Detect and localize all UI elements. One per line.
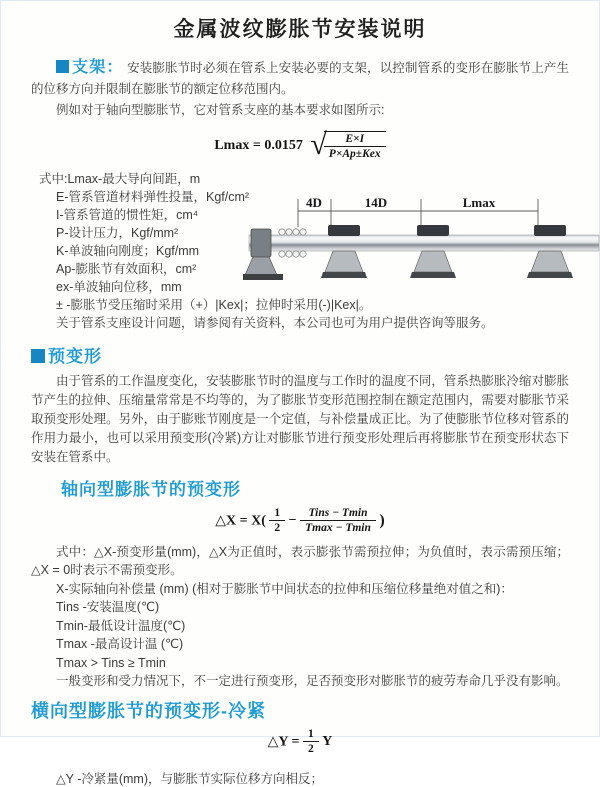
lateral-predeform-heading: 横向型膨胀节的预变形-冷紧	[31, 700, 266, 721]
section-square-icon	[56, 60, 69, 73]
dimension-label-4d: 4D	[306, 195, 322, 210]
predeform-body-text: 由于管系的工作温度变化，安装膨胀节时的温度与工作时的温度不同，管系热膨胀冷缩对膨胀节产生的拉伸、压缩量常常是不均等的，为了膨胀节变形范围控制在额定范围内，需要对膨胀节采取预变形处理。另外，由于膨账节刚度是一个定值，与补偿量成正比。为了使膨胀节位移对管系的作用力最小，也可以采用预变形(冷紧)方让对膨胀节进行预变形处理后再将膨胀节在预变形状态下安装在管系中。	[31, 374, 569, 464]
close-paren: )	[379, 511, 385, 529]
lateral-formula-lhs: △Y =	[267, 734, 300, 750]
radical-sign: √	[310, 128, 327, 161]
lmax-formula	[1, 129, 599, 163]
support-section-heading: 支架：	[72, 59, 124, 76]
temp-numerator: Tins − Tmin	[300, 506, 376, 521]
lmax-formula-numerator: E×I	[324, 132, 386, 147]
temp-denominator: Tmax − Tmin	[305, 522, 371, 535]
axial-formula-lhs: △X = X(	[215, 513, 266, 529]
page-title: 金属波纹膨胀节安装说明	[173, 18, 427, 41]
symbol-definitions	[39, 170, 599, 332]
note-line: Tmax > Tins ≥ Tmin	[56, 655, 166, 670]
axial-predeform-heading: 轴向型膨胀节的预变形	[61, 480, 241, 499]
note-line: Tmax -最高设计温 (℃)	[56, 637, 184, 652]
definition-line: Ap-膨胀节有效面积，cm²	[56, 262, 197, 276]
note-line: X-实际轴向补偿量 (mm) (相对于膨胀节中间状态的拉伸和压缩位移量绝对值之和)：	[56, 581, 513, 596]
lmax-formula-denominator: P×Ap±Kex	[328, 148, 381, 160]
dimension-label-lmax: Lmax	[462, 195, 496, 210]
minus-sign: −	[288, 512, 297, 528]
axial-formula	[1, 506, 599, 536]
definition-line: 式中:Lmax-最大导向间距，m	[39, 172, 201, 186]
support-paragraph	[31, 57, 569, 100]
half-denominator: 2	[307, 743, 314, 756]
predeform-section-heading	[31, 342, 599, 367]
note-line: Tmin-最低设计温度(℃)	[56, 618, 186, 633]
definition-line: ex-单波轴向位移，mm	[56, 280, 182, 294]
support-example-text: 例如对于轴向型膨胀节，它对管系支座的基本要求如图所示:	[56, 103, 385, 117]
lateral-formula-half	[303, 727, 319, 757]
half-numerator: 1	[269, 506, 285, 521]
axial-notes	[1, 543, 599, 691]
lateral-formula-rhs: Y	[322, 733, 333, 749]
definition-line: P-设计压力，Kgf/mm²	[56, 226, 179, 240]
support-intro-text: 安装膨胀节时必须在管系上安装必要的支架，以控制管系的变形在膨胀节上产生的位移方向并限制在膨胀节的额定位移范围内。	[31, 61, 569, 96]
definition-line: 关于管系支座设计问题，请参阅有关资料，本公司也可为用户提供咨询等服务。	[56, 316, 494, 330]
note-line: Tins -安装温度(℃)	[56, 600, 160, 615]
note-line: 式中：△X-预变形量(mm)，△X为正值时，表示膨张节需预拉伸；为负值时，表示需预压缩；△X = 0时表示不需预变形。	[31, 544, 569, 578]
lmax-formula-lhs: Lmax = 0.0157	[214, 138, 303, 153]
lateral-formula	[1, 727, 599, 757]
note-line: 一般变形和受力情况下，不一定进行预变形，足否预变形对膨胀节的疲劳寿命几乎没有影响。	[56, 674, 569, 689]
definition-line: E-管系管道材料弹性投量，Kgf/cm²	[56, 190, 250, 204]
definition-line: I-管系管道的惯性矩，cm⁴	[56, 208, 199, 222]
axial-formula-half	[269, 506, 285, 536]
section-square-icon	[31, 349, 45, 363]
lateral-note-text: △Y -冷紧量(mm)，与膨胀节实际位移方向相反；	[56, 771, 324, 786]
lmax-formula-fraction	[324, 131, 386, 162]
definition-line: ± -膨胀节受压缩时采用（+）|Kex|；拉伸时采用(-)|Kex|。	[56, 298, 372, 312]
half-denominator: 2	[274, 522, 281, 535]
definition-line: K-单波轴向刚度；Kgf/mm	[56, 244, 200, 258]
predeform-heading-label: 预变形	[48, 347, 102, 366]
dimension-label-14d: 14D	[364, 195, 388, 210]
axial-formula-temp-fraction	[300, 506, 376, 536]
half-numerator: 1	[303, 727, 319, 742]
